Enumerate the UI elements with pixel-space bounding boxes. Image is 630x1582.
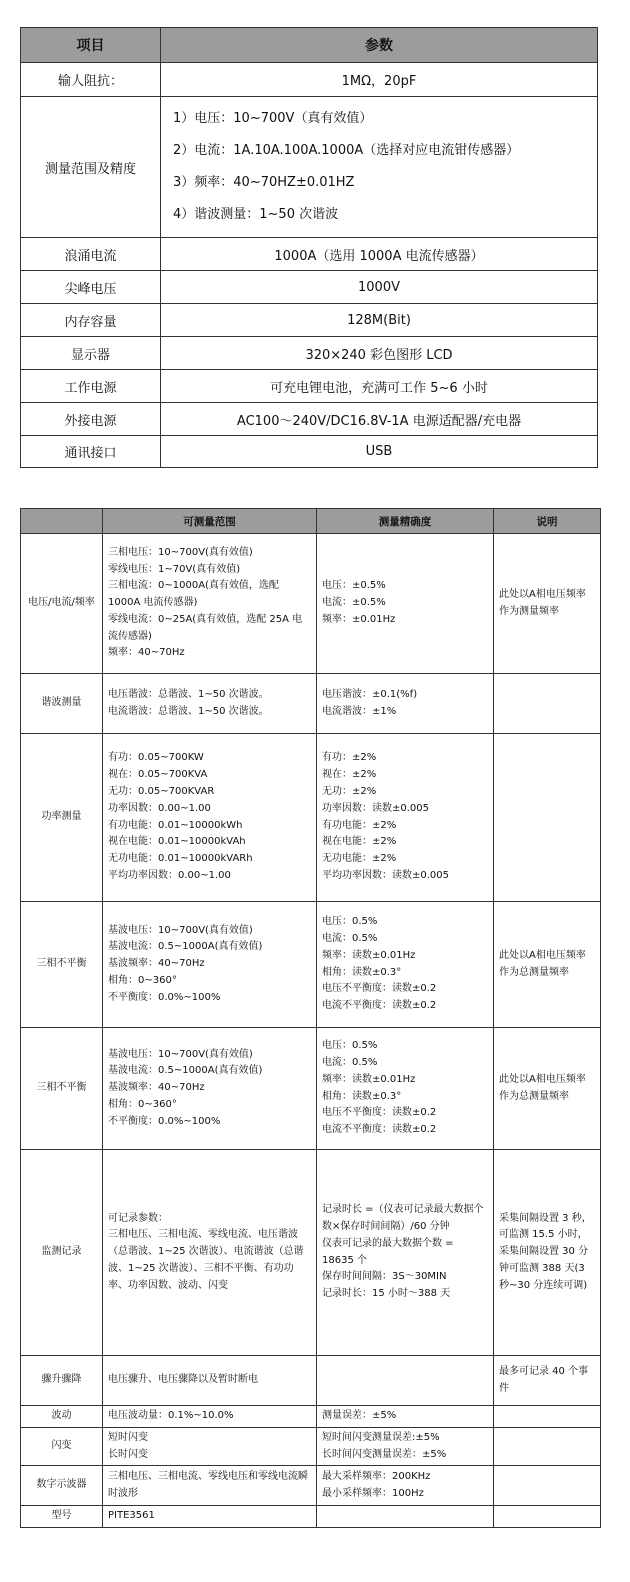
- accuracy-line: 电流：±0.5%: [322, 597, 386, 609]
- detail-accuracy: [317, 1150, 494, 1356]
- range-line: 基波电流：0.5~1000A(真有效值): [108, 1065, 263, 1077]
- range-line: PITE3561: [108, 1510, 155, 1522]
- range-line: 可记录参数：: [108, 1212, 168, 1224]
- accuracy-line: 相角：读数±0.3°: [322, 1090, 402, 1102]
- header-accuracy: 测量精确度: [317, 509, 494, 534]
- detail-range: [103, 1356, 317, 1406]
- spec-row-range: [21, 97, 598, 238]
- accuracy-line: 电压：±0.5%: [322, 580, 386, 592]
- detail-row: [21, 1028, 601, 1150]
- accuracy-line: 电流：0.5%: [322, 1056, 378, 1068]
- detail-key: 数字示波器: [21, 1466, 103, 1506]
- detail-range: [103, 734, 317, 902]
- range-line: 电压波动量：0.1%~10.0%: [108, 1410, 234, 1421]
- range-line: 零线电流：0~25A(真有效值，选配 25A 电流传感器): [108, 613, 303, 642]
- detail-table: [20, 508, 601, 1528]
- spec-value: AC100～240V/DC16.8V-1A 电源适配器/充电器: [161, 403, 598, 436]
- detail-accuracy: [317, 1406, 494, 1428]
- spec-header-row: [21, 28, 598, 63]
- detail-range: [103, 1506, 317, 1528]
- detail-row: [21, 1150, 601, 1356]
- detail-key: 三相不平衡: [21, 1028, 103, 1150]
- accuracy-line: 电压：0.5%: [322, 1040, 378, 1052]
- detail-key: 骤升骤降: [21, 1356, 103, 1406]
- accuracy-line: 测量误差：±5%: [322, 1410, 397, 1421]
- detail-note: 此处以A相电压频率作为测量频率: [494, 534, 601, 674]
- range-line: 无功：0.05~700KVAR: [108, 785, 215, 797]
- spec-key: 外接电源: [21, 403, 161, 436]
- header-param: 参数: [161, 28, 598, 63]
- accuracy-line: 长时间闪变测量误差：±5%: [322, 1448, 447, 1460]
- spec-value: USB: [161, 436, 598, 468]
- detail-accuracy: [317, 902, 494, 1028]
- accuracy-line: 有功：±2%: [322, 752, 377, 764]
- range-line: 基波电压：10~700V(真有效值): [108, 1048, 253, 1060]
- detail-key: 功率测量: [21, 734, 103, 902]
- detail-accuracy: [317, 1028, 494, 1150]
- range-line: 三相电流：0~1000A(真有效值，选配 1000A 电流传感器): [108, 580, 279, 609]
- range-line: 三相电压、三相电流、零线电流、电压谐波（总谐波、1~25 次谐波）、电流谐波（总谐波、1~25 次谐波）、三相不平衡、有功功率、功率因数、波动、闪变: [108, 1229, 304, 1291]
- spec-value: 1MΩ，20pF: [161, 63, 598, 97]
- range-line: 视在电能：0.01~10000kVAh: [108, 836, 246, 848]
- detail-row: [21, 902, 601, 1028]
- detail-note: [494, 674, 601, 734]
- detail-note: 此处以A相电压频率作为总测量频率: [494, 1028, 601, 1150]
- detail-key: 型号: [21, 1506, 103, 1528]
- detail-accuracy: [317, 1356, 494, 1406]
- range-line: 不平衡度：0.0%~100%: [108, 991, 221, 1003]
- detail-note: [494, 1506, 601, 1528]
- range-item: 3）频率：40~70HZ±0.01HZ: [173, 175, 355, 190]
- range-item: 4）谐波测量：1~50 次谐波: [173, 207, 339, 222]
- detail-row: [21, 674, 601, 734]
- spec-table: [20, 27, 598, 468]
- spec-row: [21, 370, 598, 403]
- spec-row: [21, 403, 598, 436]
- range-line: 电流谐波：总谐波、1~50 次谐波。: [108, 705, 269, 717]
- spec-row: [21, 238, 598, 271]
- spec-key: 测量范围及精度: [21, 97, 161, 238]
- detail-key: 波动: [21, 1406, 103, 1428]
- detail-note: 此处以A相电压频率作为总测量频率: [494, 902, 601, 1028]
- detail-range: [103, 1028, 317, 1150]
- range-line: 零线电压：1~70V(真有效值): [108, 563, 241, 575]
- accuracy-line: 记录时长：15 小时～388 天: [322, 1288, 451, 1300]
- detail-note: [494, 734, 601, 902]
- range-line: 三相电压、三相电流、零线电压和零线电流瞬时波形: [108, 1471, 308, 1499]
- range-line: 功率因数：0.00~1.00: [108, 802, 211, 814]
- detail-range: [103, 1150, 317, 1356]
- accuracy-line: 电流：0.5%: [322, 932, 378, 944]
- accuracy-line: 相角：读数±0.3°: [322, 966, 402, 978]
- spec-key: 尖峰电压: [21, 271, 161, 304]
- accuracy-line: 功率因数：读数±0.005: [322, 802, 430, 814]
- range-line: 有功电能：0.01~10000kWh: [108, 819, 243, 831]
- detail-row: [21, 1356, 601, 1406]
- detail-row: [21, 1506, 601, 1528]
- spec-row: [21, 436, 598, 468]
- detail-accuracy: [317, 734, 494, 902]
- range-line: 电压谐波：总谐波、1~50 次谐波。: [108, 688, 269, 700]
- range-line: 不平衡度：0.0%~100%: [108, 1115, 221, 1127]
- detail-note: [494, 1406, 601, 1428]
- accuracy-line: 频率：读数±0.01Hz: [322, 1073, 416, 1085]
- spec-key: 显示器: [21, 337, 161, 370]
- header-item: 项目: [21, 28, 161, 63]
- accuracy-line: 电压谐波：±0.1(%f): [322, 688, 418, 700]
- detail-header-row: [21, 509, 601, 534]
- detail-range: [103, 534, 317, 674]
- detail-key: 监测记录: [21, 1150, 103, 1356]
- accuracy-line: 无功电能：±2%: [322, 853, 397, 865]
- detail-range: [103, 674, 317, 734]
- spec-row: [21, 271, 598, 304]
- accuracy-line: 频率：±0.01Hz: [322, 613, 396, 625]
- range-line: 相角：0~360°: [108, 1098, 177, 1110]
- range-line: 平均功率因数：0.00~1.00: [108, 869, 231, 881]
- spec-key: 内存容量: [21, 304, 161, 337]
- spec-key: 工作电源: [21, 370, 161, 403]
- accuracy-line: 保存时间间隔：3S～30MIN: [322, 1271, 447, 1283]
- range-line: 长时闪变: [108, 1448, 148, 1460]
- detail-note: 最多可记录 40 个事件: [494, 1356, 601, 1406]
- spec-range-list: [161, 97, 598, 238]
- accuracy-line: 电流不平衡度：读数±0.2: [322, 1000, 437, 1012]
- accuracy-line: 频率：读数±0.01Hz: [322, 949, 416, 961]
- accuracy-line: 短时间闪变测量误差:±5%: [322, 1431, 440, 1443]
- range-line: 有功：0.05~700KW: [108, 752, 204, 764]
- detail-range: [103, 1466, 317, 1506]
- accuracy-line: 记录时长 =（仪表可记录最大数据个数×保存时间间隔）/60 分钟: [322, 1204, 484, 1232]
- detail-key: 谐波测量: [21, 674, 103, 734]
- spec-value: 320×240 彩色图形 LCD: [161, 337, 598, 370]
- range-line: 视在：0.05~700KVA: [108, 769, 208, 781]
- spec-row: [21, 337, 598, 370]
- range-line: 相角：0~360°: [108, 974, 177, 986]
- header-range: 可测量范围: [103, 509, 317, 534]
- accuracy-line: 视在：±2%: [322, 769, 377, 781]
- range-line: 电压骤升、电压骤降以及暂时断电: [108, 1374, 258, 1386]
- accuracy-line: 电压不平衡度：读数±0.2: [322, 983, 437, 995]
- range-item: 2）电流：1A.10A.100A.1000A（选择对应电流钳传感器）: [173, 143, 520, 158]
- accuracy-line: 电压：0.5%: [322, 916, 378, 928]
- range-line: 基波电流：0.5~1000A(真有效值): [108, 941, 263, 953]
- detail-note: [494, 1466, 601, 1506]
- range-line: 基波频率：40~70Hz: [108, 1082, 205, 1094]
- range-line: 三相电压：10~700V(真有效值): [108, 546, 253, 558]
- accuracy-line: 有功电能：±2%: [322, 819, 397, 831]
- detail-range: [103, 902, 317, 1028]
- detail-range: [103, 1427, 317, 1466]
- spec-row: [21, 63, 598, 97]
- detail-accuracy: [317, 1427, 494, 1466]
- detail-key: 闪变: [21, 1427, 103, 1466]
- accuracy-line: 电流谐波：±1%: [322, 705, 397, 717]
- accuracy-line: 电压不平衡度：读数±0.2: [322, 1107, 437, 1119]
- range-line: 基波频率：40~70Hz: [108, 958, 205, 970]
- range-item: 1）电压：10~700V（真有效值）: [173, 111, 373, 126]
- detail-accuracy: [317, 1506, 494, 1528]
- accuracy-line: 电流不平衡度：读数±0.2: [322, 1124, 437, 1136]
- spec-row: [21, 304, 598, 337]
- detail-note: [494, 1427, 601, 1466]
- detail-row: [21, 734, 601, 902]
- spec-key: 浪涌电流: [21, 238, 161, 271]
- spec-key: 输人阻抗：: [21, 63, 161, 97]
- accuracy-line: 最大采样频率：200KHz: [322, 1471, 431, 1483]
- detail-row: [21, 1466, 601, 1506]
- spec-value: 1000V: [161, 271, 598, 304]
- accuracy-line: 最小采样频率：100Hz: [322, 1487, 424, 1499]
- accuracy-line: 无功：±2%: [322, 785, 377, 797]
- detail-accuracy: [317, 674, 494, 734]
- header-note: 说明: [494, 509, 601, 534]
- range-line: 无功电能：0.01~10000kVARh: [108, 853, 253, 865]
- range-line: 基波电压：10~700V(真有效值): [108, 924, 253, 936]
- detail-row: [21, 534, 601, 674]
- detail-range: [103, 1406, 317, 1428]
- detail-row: [21, 1406, 601, 1428]
- spec-value: 128M(Bit): [161, 304, 598, 337]
- range-line: 频率：40~70Hz: [108, 647, 185, 659]
- detail-accuracy: [317, 1466, 494, 1506]
- detail-note: 采集间隔设置 3 秒，可监测 15.5 小时，采集间隔设置 30 分钟可监测 388 天(3 秒~30 分连续可调): [494, 1150, 601, 1356]
- detail-row: [21, 1427, 601, 1466]
- header-blank: [21, 509, 103, 534]
- spec-key: 通讯接口: [21, 436, 161, 468]
- accuracy-line: 视在电能：±2%: [322, 836, 397, 848]
- accuracy-line: 平均功率因数：读数±0.005: [322, 869, 450, 881]
- detail-key: 三相不平衡: [21, 902, 103, 1028]
- range-line: 短时闪变: [108, 1431, 148, 1443]
- detail-key: 电压/电流/频率: [21, 534, 103, 674]
- detail-accuracy: [317, 534, 494, 674]
- accuracy-line: 仪表可记录的最大数据个数 = 18635 个: [322, 1237, 454, 1266]
- spec-value: 可充电锂电池，充满可工作 5~6 小时: [161, 370, 598, 403]
- spec-value: 1000A（选用 1000A 电流传感器）: [161, 238, 598, 271]
